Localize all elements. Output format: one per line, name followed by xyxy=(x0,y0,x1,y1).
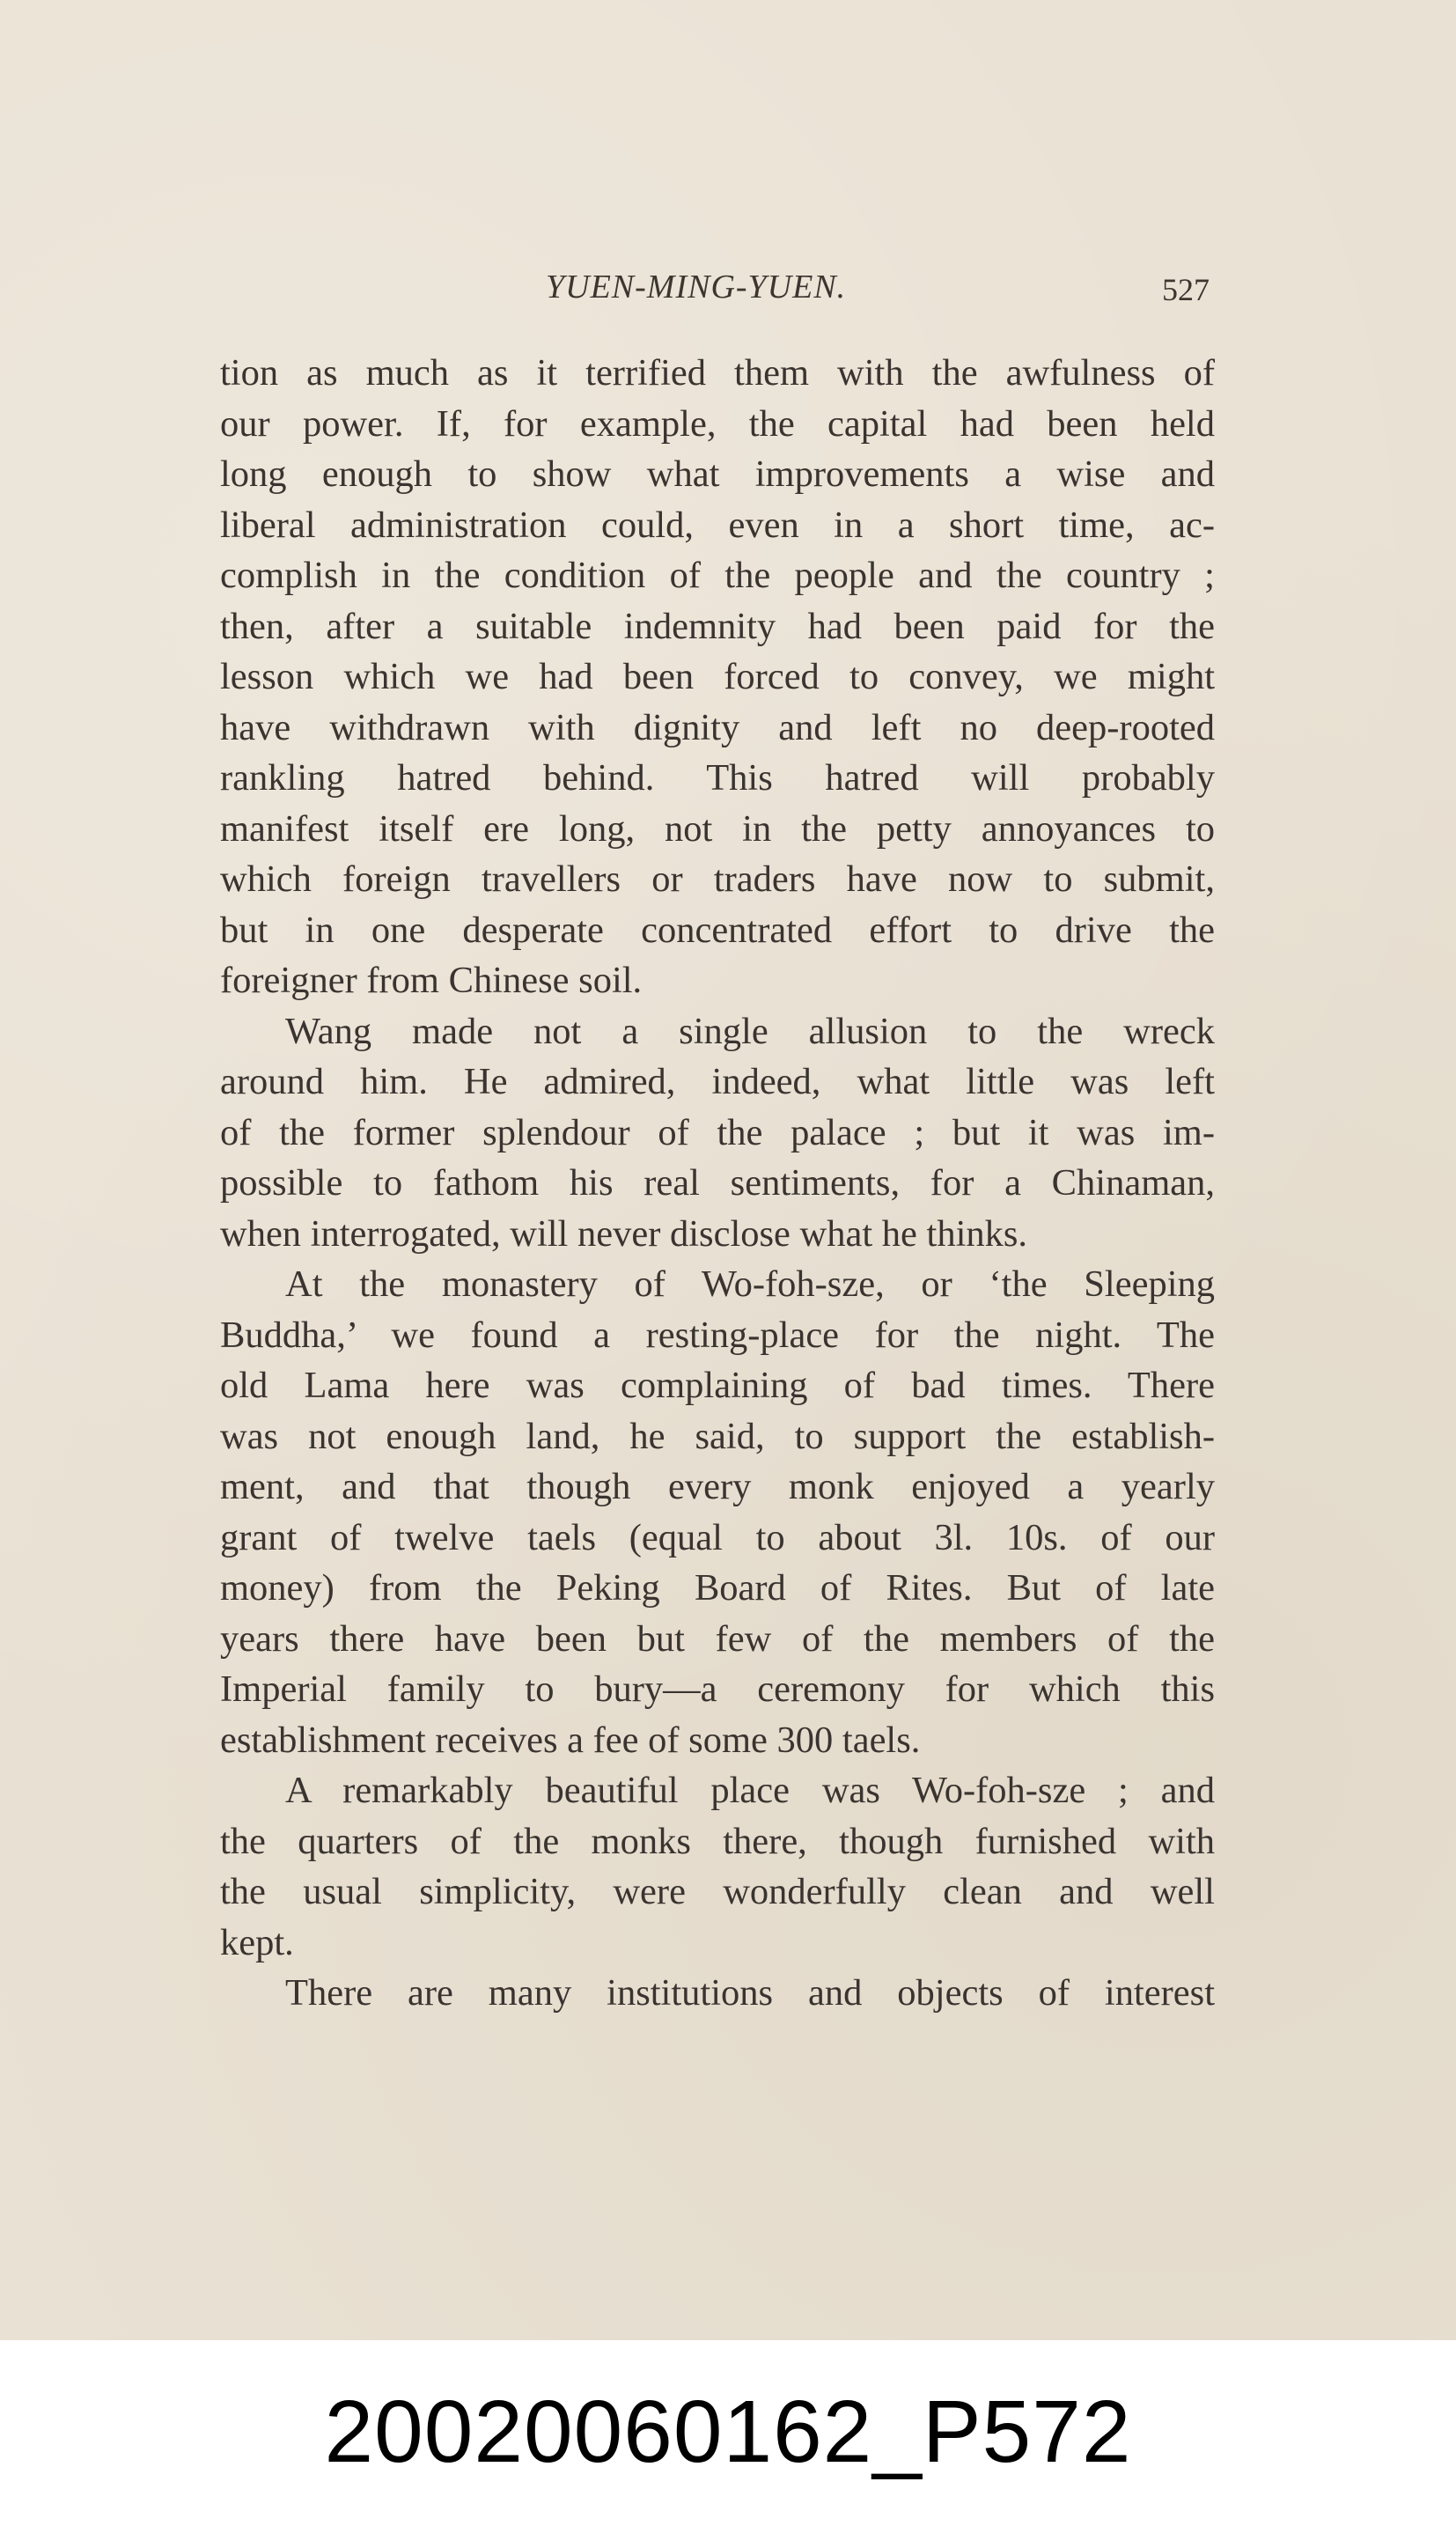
text-line: complish in the condition of the people and the country ; xyxy=(220,555,1215,596)
text-line: money) from the Peking Board of Rites. But of late xyxy=(220,1567,1215,1609)
text-line: There are many institutions and objects of interest xyxy=(285,1972,1215,2014)
page-number: 527 xyxy=(1162,272,1210,307)
text-line: rankling hatred behind. This hatred will probably xyxy=(220,757,1215,799)
text-line: foreigner from Chinese soil. xyxy=(220,960,643,1001)
image-id-caption: 20020060162_P572 xyxy=(324,2382,1132,2481)
text-line: years there have been but few of the members of the xyxy=(220,1617,1215,1660)
body-text xyxy=(220,348,1215,2019)
text-line: kept. xyxy=(220,1921,294,1963)
text-line: grant of twelve taels (equal to about 3l. 10s. of our xyxy=(220,1516,1215,1558)
text-line: which foreign travellers or traders have now to submit, xyxy=(220,858,1215,900)
text-line: establishment receives a fee of some 300 taels. xyxy=(220,1719,921,1761)
text-line: possible to fathom his real sentiments, for a Chinaman, xyxy=(220,1162,1215,1204)
text-line: old Lama here was complaining of bad times. There xyxy=(220,1365,1215,1406)
text-line: around him. He admired, indeed, what little was left xyxy=(220,1061,1215,1102)
text-line: but in one desperate concentrated effort to drive the xyxy=(220,909,1215,951)
text-line: liberal administration could, even in a short time, ac- xyxy=(220,504,1215,546)
text-line: Imperial family to bury—a ceremony for which this xyxy=(220,1668,1215,1710)
text-line: At the monastery of Wo-foh-sze, or ‘the Sleeping xyxy=(285,1263,1215,1305)
text-line: ment, and that though every monk enjoyed a yearly xyxy=(220,1466,1215,1507)
text-line: Wang made not a single allusion to the wreck xyxy=(285,1010,1215,1052)
text-line: was not enough land, he said, to support the establish- xyxy=(220,1415,1215,1457)
text-line: then, after a suitable indemnity had been paid for the xyxy=(220,605,1215,647)
text-line: lesson which we had been forced to convey, we might xyxy=(220,656,1215,697)
text-line: manifest itself ere long, not in the petty annoyances to xyxy=(220,807,1215,850)
text-line: tion as much as it terrified them with the awfulness of xyxy=(220,352,1215,394)
text-line: have withdrawn with dignity and left no deep-rooted xyxy=(220,706,1215,748)
running-title: YUEN-MING-YUEN. xyxy=(546,269,847,306)
text-line: of the former splendour of the palace ; but it was im- xyxy=(220,1111,1215,1153)
text-line: Buddha,’ we found a resting-place for the night. The xyxy=(220,1314,1215,1356)
text-line: long enough to show what improvements a wise and xyxy=(220,453,1215,495)
text-line: when interrogated, will never disclose what he thinks. xyxy=(220,1212,1028,1255)
text-line: the usual simplicity, were wonderfully clean and well xyxy=(220,1871,1215,1912)
text-line: A remarkably beautiful place was Wo-foh-sze ; and xyxy=(285,1770,1215,1811)
text-line: our power. If, for example, the capital had been held xyxy=(220,402,1215,445)
running-head xyxy=(220,264,1215,317)
text-line: the quarters of the monks there, though furnished with xyxy=(220,1820,1215,1862)
